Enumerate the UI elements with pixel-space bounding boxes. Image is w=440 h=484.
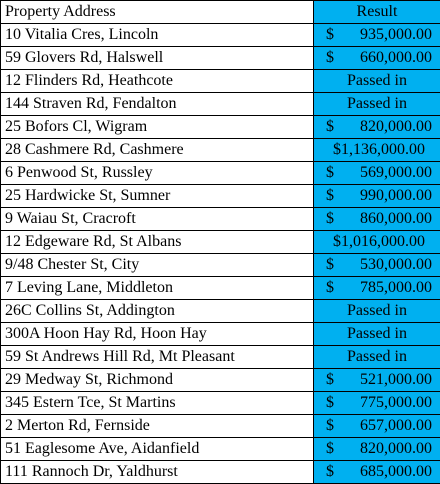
amount-value: 775,000.00 <box>360 392 432 414</box>
header-address-cell[interactable]: Property Address <box>1 1 314 24</box>
result-cell[interactable] <box>314 208 440 231</box>
result-cell[interactable] <box>314 392 440 415</box>
table-row <box>1 185 440 208</box>
result-cell[interactable]: Passed in <box>314 70 440 93</box>
table-row <box>1 277 440 300</box>
table-row <box>1 438 440 461</box>
table-row <box>1 208 440 231</box>
address-cell[interactable]: 26C Collins St, Addington <box>1 300 314 323</box>
result-cell[interactable] <box>314 415 440 438</box>
address-cell[interactable]: 59 Glovers Rd, Halswell <box>1 47 314 70</box>
result-cell[interactable] <box>314 254 440 277</box>
amount-value: 685,000.00 <box>360 461 432 483</box>
address-cell[interactable]: 2 Merton Rd, Fernside <box>1 415 314 438</box>
address-cell[interactable]: 12 Flinders Rd, Heathcote <box>1 70 314 93</box>
address-cell[interactable]: 10 Vitalia Cres, Lincoln <box>1 24 314 47</box>
result-cell[interactable] <box>314 277 440 300</box>
result-cell[interactable]: Passed in <box>314 346 440 369</box>
table-row <box>1 162 440 185</box>
table-row <box>1 346 440 369</box>
amount-value: 935,000.00 <box>360 24 432 46</box>
amount-value: 521,000.00 <box>360 369 432 391</box>
amount-value: 657,000.00 <box>360 415 432 437</box>
table-row <box>1 47 440 70</box>
amount-value: 530,000.00 <box>360 254 432 276</box>
currency-symbol: $ <box>326 208 334 230</box>
address-cell[interactable]: 12 Edgeware Rd, St Albans <box>1 231 314 254</box>
amount-value: $1,016,000.00 <box>333 231 425 253</box>
result-cell[interactable] <box>314 231 440 254</box>
result-cell[interactable] <box>314 116 440 139</box>
result-cell[interactable]: Passed in <box>314 93 440 116</box>
currency-symbol: $ <box>326 369 334 391</box>
address-cell[interactable]: 25 Hardwicke St, Sumner <box>1 185 314 208</box>
address-cell[interactable]: 300A Hoon Hay Rd, Hoon Hay <box>1 323 314 346</box>
header-result-cell[interactable]: Result <box>314 1 440 24</box>
currency-symbol: $ <box>326 116 334 138</box>
table-row <box>1 300 440 323</box>
address-cell[interactable]: 51 Eaglesome Ave, Aidanfield <box>1 438 314 461</box>
currency-symbol: $ <box>326 392 334 414</box>
amount-value: 820,000.00 <box>360 116 432 138</box>
table-row <box>1 461 440 484</box>
result-cell[interactable]: Passed in <box>314 323 440 346</box>
currency-symbol: $ <box>326 461 334 483</box>
table-row <box>1 24 440 47</box>
address-cell[interactable]: 111 Rannoch Dr, Yaldhurst <box>1 461 314 484</box>
address-cell[interactable]: 25 Bofors Cl, Wigram <box>1 116 314 139</box>
amount-value: $1,136,000.00 <box>333 139 425 161</box>
table-row <box>1 323 440 346</box>
table-row <box>1 116 440 139</box>
table-row <box>1 392 440 415</box>
address-cell[interactable]: 28 Cashmere Rd, Cashmere <box>1 139 314 162</box>
amount-value: 820,000.00 <box>360 438 432 460</box>
address-cell[interactable]: 9 Waiau St, Cracroft <box>1 208 314 231</box>
result-cell[interactable] <box>314 185 440 208</box>
amount-value: 569,000.00 <box>360 162 432 184</box>
result-cell[interactable] <box>314 47 440 70</box>
result-cell[interactable] <box>314 24 440 47</box>
table-row <box>1 93 440 116</box>
address-cell[interactable]: 59 St Andrews Hill Rd, Mt Pleasant <box>1 346 314 369</box>
currency-symbol: $ <box>326 277 334 299</box>
address-cell[interactable]: 144 Straven Rd, Fendalton <box>1 93 314 116</box>
address-cell[interactable]: 9/48 Chester St, City <box>1 254 314 277</box>
currency-symbol: $ <box>326 24 334 46</box>
amount-value: 990,000.00 <box>360 185 432 207</box>
address-cell[interactable]: 7 Leving Lane, Middleton <box>1 277 314 300</box>
table-row <box>1 231 440 254</box>
amount-value: 660,000.00 <box>360 47 432 69</box>
header-row <box>1 1 440 24</box>
result-cell[interactable] <box>314 369 440 392</box>
currency-symbol: $ <box>326 185 334 207</box>
table-row <box>1 70 440 93</box>
table-row <box>1 415 440 438</box>
result-cell[interactable] <box>314 139 440 162</box>
result-cell[interactable] <box>314 438 440 461</box>
address-cell[interactable]: 6 Penwood St, Russley <box>1 162 314 185</box>
result-cell[interactable]: Passed in <box>314 300 440 323</box>
table-row <box>1 254 440 277</box>
currency-symbol: $ <box>326 254 334 276</box>
address-cell[interactable]: 345 Estern Tce, St Martins <box>1 392 314 415</box>
currency-symbol: $ <box>326 162 334 184</box>
currency-symbol: $ <box>326 47 334 69</box>
currency-symbol: $ <box>326 438 334 460</box>
currency-symbol: $ <box>326 415 334 437</box>
table-row <box>1 369 440 392</box>
amount-value: 860,000.00 <box>360 208 432 230</box>
result-cell[interactable] <box>314 461 440 484</box>
amount-value: 785,000.00 <box>360 277 432 299</box>
address-cell[interactable]: 29 Medway St, Richmond <box>1 369 314 392</box>
result-cell[interactable] <box>314 162 440 185</box>
table-row <box>1 139 440 162</box>
